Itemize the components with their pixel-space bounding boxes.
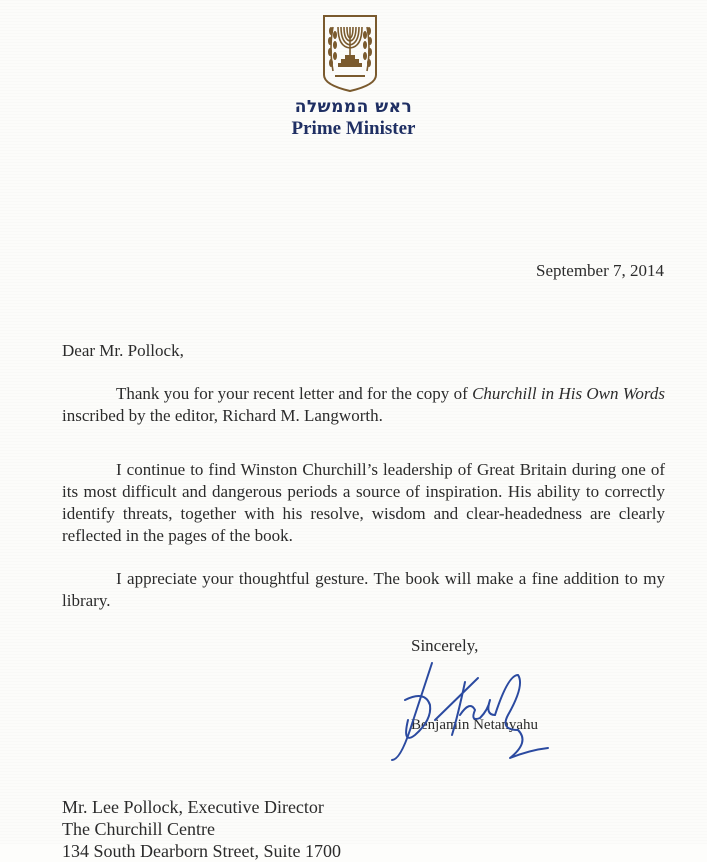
paragraph-3-text: I appreciate your thoughtful gesture. The book will make a fine addition to my library. <box>62 569 665 610</box>
closing: Sincerely, <box>411 636 479 655</box>
israel-emblem-icon <box>321 13 379 93</box>
letterhead-title-english: Prime Minister <box>291 118 416 139</box>
salutation: Dear Mr. Pollock, <box>62 341 184 360</box>
paragraph-1-text-a: Thank you for your recent letter and for the copy of <box>116 384 473 403</box>
paragraph-1-text-b: inscribed by the editor, Richard M. Langworth. <box>62 406 383 425</box>
recipient-line-1: Mr. Lee Pollock, Executive Director <box>62 797 324 817</box>
book-title: Churchill in His Own Words <box>472 384 665 403</box>
letterhead-title-hebrew: ראש הממשלה <box>294 97 413 117</box>
handwritten-signature-icon <box>390 660 565 765</box>
paragraph-2-text: I continue to find Winston Churchill’s leadership of Great Britain during one of its most difficult and dangerous periods a source of inspiration. His ability to correctly identify threats, together with his resolve, wisdom and clear-headedness are clearly reflected in the pages of the book. <box>62 460 665 545</box>
signer-name: Benjamin Netanyahu <box>411 717 539 733</box>
recipient-line-2: The Churchill Centre <box>62 819 215 839</box>
letter-date: September 7, 2014 <box>536 261 664 280</box>
paragraph-3 <box>62 568 665 612</box>
paragraph-1 <box>62 383 665 427</box>
recipient-line-3: 134 South Dearborn Street, Suite 1700 <box>62 841 341 861</box>
paragraph-2 <box>62 459 665 547</box>
